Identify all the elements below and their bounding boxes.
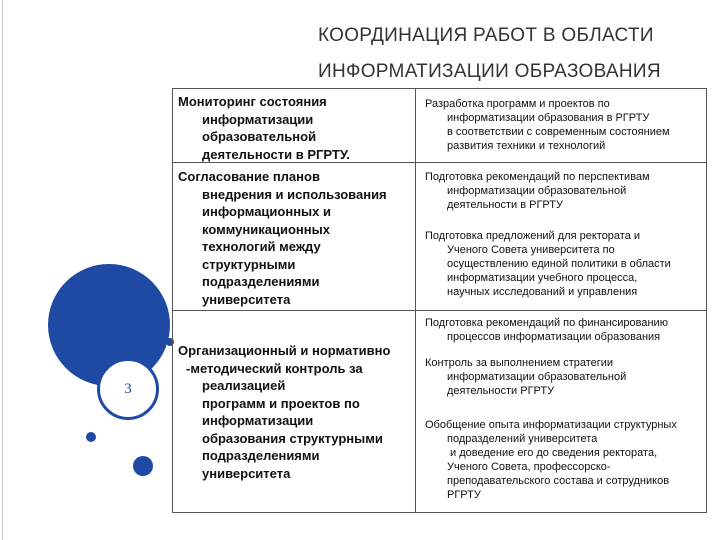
left-cell-monitoring: Мониторинг состояния информатизации образовательной деятельности в РГРТУ. xyxy=(178,94,350,162)
right-item-strategy-control: Контроль за выполнением стратегии информатизации образовательной деятельности РГРТУ xyxy=(425,357,627,397)
title-line-2: ИНФОРМАТИЗАЦИИ ОБРАЗОВАНИЯ xyxy=(318,61,661,82)
right-item-prospects: Подготовка рекомендаций по перспективам информатизации образовательной деятельности в РГРТУ xyxy=(425,171,650,211)
right-item-programs: Разработка программ и проектов по информатизации образования в РГРТУ в соответствии с современным состоянием развития техники и технологий xyxy=(425,98,670,152)
right-item-financing: Подготовка рекомендаций по финансированию процессов информатизации образования xyxy=(425,317,668,343)
title-line-1: КООРДИНАЦИЯ РАБОТ В ОБЛАСТИ xyxy=(318,25,654,46)
left-margin-line xyxy=(2,0,3,540)
table-left-border xyxy=(172,88,173,513)
left-cell-control: Организационный и нормативно -методический контроль за реализацией программ и проектов по информатизации образования структурными подразделениями университета xyxy=(178,343,391,481)
small-blue-circle xyxy=(133,456,153,476)
tiny-blue-circle xyxy=(86,432,96,442)
table-top-border xyxy=(172,88,707,89)
slide-number-circle xyxy=(97,358,159,420)
right-item-proposals: Подготовка предложений для ректората и Ученого Совета университета по осуществлению единой политики в области информатизации учебного процесса, научных исследований и управления xyxy=(425,230,671,298)
slide-title xyxy=(318,18,708,90)
left-cell-coordination: Согласование планов внедрения и использования информационных и коммуникационных технологий между структурными подразделениями университета xyxy=(178,169,387,307)
table-column-divider xyxy=(415,88,416,513)
table-right-border xyxy=(706,88,707,513)
table-bottom-border xyxy=(172,512,707,513)
right-item-experience: Обобщение опыта информатизации структурных подразделений университета и доведение его до сведения ректората, Ученого Совета, профессорско- преподавательского состава и сотрудников РГРТУ xyxy=(425,419,677,501)
slide-number: 3 xyxy=(124,381,132,397)
row-divider-2 xyxy=(172,310,707,311)
